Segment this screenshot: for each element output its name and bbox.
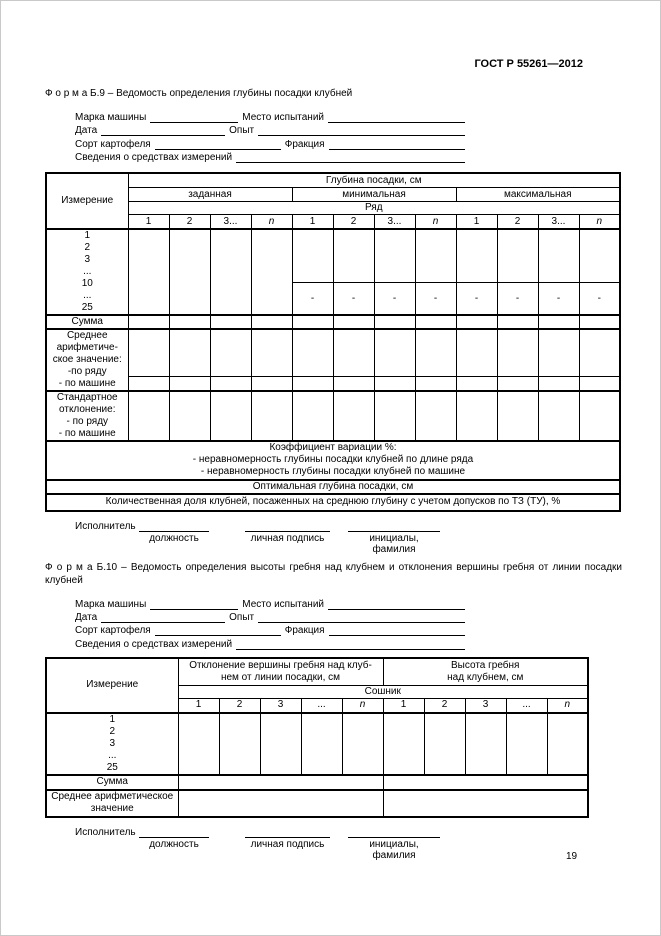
- row-label: 1: [109, 713, 116, 725]
- row-label: 3: [84, 253, 91, 265]
- label-line: Стандартное: [56, 391, 118, 403]
- empty-cell: [538, 329, 579, 377]
- b9-executor-block: [75, 519, 661, 555]
- col-num: 1: [292, 215, 333, 229]
- form-b10-fields: [75, 597, 661, 650]
- col-num-n: n: [251, 215, 292, 229]
- empty-cell: [333, 315, 374, 329]
- blank-line: [155, 625, 281, 636]
- col-num-n: n: [342, 699, 383, 713]
- field-row: [75, 123, 465, 136]
- empty-cell: [169, 391, 210, 441]
- signature-label: личная подпись: [250, 532, 325, 544]
- position-label: должность: [149, 532, 199, 544]
- dash-cell: -: [374, 283, 415, 315]
- field-label-test: Опыт: [229, 125, 255, 137]
- label-line: - по машине: [58, 377, 116, 389]
- empty-cell: [333, 377, 374, 391]
- b9-quantity-row: Количественная доля клубней, посаженных на среднюю глубину с учетом допусков по ТЗ (ТУ), %: [46, 494, 620, 511]
- empty-cell: [128, 391, 169, 441]
- executor-sublabels: [75, 532, 661, 555]
- col-num: 3...: [210, 215, 251, 229]
- blank-line: [236, 639, 465, 650]
- row-label: 10: [81, 277, 93, 289]
- label-line: арифметиче-: [56, 341, 118, 353]
- empty-cell: [219, 713, 260, 775]
- label-line: над клубнем, см: [447, 671, 524, 683]
- empty-cell: [210, 229, 251, 315]
- empty-cell: [547, 713, 588, 775]
- empty-cell: [169, 229, 210, 315]
- empty-cell: [497, 391, 538, 441]
- field-row: [75, 110, 465, 123]
- empty-cell: [342, 713, 383, 775]
- empty-cell: [251, 377, 292, 391]
- empty-cell: [579, 391, 620, 441]
- blank-line: [139, 521, 209, 532]
- blank-line: [155, 139, 281, 150]
- field-row: [75, 636, 465, 649]
- blank-line: [150, 112, 238, 123]
- empty-cell: [251, 229, 292, 315]
- row-label: 2: [84, 241, 91, 253]
- empty-cell: [415, 377, 456, 391]
- empty-cell: [128, 377, 169, 391]
- dash-cell: -: [538, 283, 579, 315]
- blank-line: [348, 521, 440, 532]
- field-label-fraction: Фракция: [284, 625, 325, 637]
- field-label-date: Дата: [75, 612, 98, 624]
- empty-cell: [128, 229, 169, 315]
- field-row: [75, 150, 465, 163]
- label-line: - неравномерность глубины посадки клубней по длине ряда: [192, 454, 474, 466]
- blank-line: [101, 612, 225, 623]
- field-label-test: Опыт: [229, 612, 255, 624]
- empty-cell: [579, 315, 620, 329]
- empty-cell: [169, 329, 210, 377]
- page-number: 19: [566, 851, 578, 862]
- label-line: Высота гребня: [451, 659, 520, 671]
- field-label-variety: Сорт картофеля: [75, 138, 151, 150]
- dash-cell: -: [333, 283, 374, 315]
- dash-cell: -: [292, 283, 333, 315]
- empty-cell: [178, 775, 383, 790]
- empty-cell: [497, 315, 538, 329]
- label-line: отклонение:: [59, 403, 116, 415]
- executor-line: [75, 825, 661, 838]
- row-label: ...: [108, 749, 117, 761]
- label-line: нем от линии посадки, см: [220, 671, 341, 683]
- empty-cell: [210, 315, 251, 329]
- b10-sum-label: Сумма: [46, 775, 178, 790]
- empty-cell: [292, 329, 333, 377]
- empty-cell: [456, 391, 497, 441]
- empty-cell: [210, 377, 251, 391]
- col-num: 2: [333, 215, 374, 229]
- label-line: Отклонение вершины гребня над клуб-: [189, 659, 372, 671]
- empty-cell: [210, 391, 251, 441]
- empty-cell: [301, 713, 342, 775]
- col-num: 2: [169, 215, 210, 229]
- col-num: 2: [497, 215, 538, 229]
- blank-line: [348, 827, 440, 838]
- empty-cell: [251, 315, 292, 329]
- row-label: 3: [109, 737, 116, 749]
- row-label: 2: [109, 725, 116, 737]
- empty-cell: [424, 713, 465, 775]
- b9-group-min: минимальная: [292, 188, 456, 202]
- empty-cell: [465, 713, 506, 775]
- b10-mean-label: Среднее арифметическое значение: [46, 790, 178, 817]
- b10-measure-header: Измерение: [46, 658, 178, 713]
- blank-line: [150, 599, 238, 610]
- empty-cell: [538, 391, 579, 441]
- empty-cell: [415, 329, 456, 377]
- position-label: должность: [149, 838, 199, 850]
- empty-cell: [169, 377, 210, 391]
- empty-cell: [374, 229, 415, 283]
- b10-group-deviation: [178, 658, 383, 686]
- col-num: 1: [178, 699, 219, 713]
- blank-line: [258, 125, 465, 136]
- empty-cell: [333, 329, 374, 377]
- b10-coulter-header: Сошник: [178, 686, 588, 699]
- executor-line: [75, 519, 661, 532]
- empty-cell: [251, 329, 292, 377]
- b10-measure-row-labels: [46, 713, 178, 775]
- empty-cell: [456, 377, 497, 391]
- empty-cell: [292, 391, 333, 441]
- empty-cell: [260, 713, 301, 775]
- col-num-n: n: [579, 215, 620, 229]
- blank-line: [328, 112, 465, 123]
- empty-cell: [579, 329, 620, 377]
- empty-cell: [415, 229, 456, 283]
- col-num-n: n: [415, 215, 456, 229]
- col-num: 1: [456, 215, 497, 229]
- b9-std-label: [46, 391, 128, 441]
- b9-measure-row-labels: [46, 229, 128, 315]
- b9-sum-label: Сумма: [46, 315, 128, 329]
- empty-cell: [333, 229, 374, 283]
- b9-group-given: заданная: [128, 188, 292, 202]
- form-b9-table: [45, 172, 621, 512]
- empty-cell: [579, 377, 620, 391]
- form-b10-table: [45, 657, 589, 818]
- field-row: [75, 597, 465, 610]
- field-label-place: Место испытаний: [242, 598, 324, 610]
- field-label-instruments: Сведения о средствах измерений: [75, 638, 233, 650]
- empty-cell: [169, 315, 210, 329]
- form-b9-fields: [75, 110, 661, 163]
- name-label: инициалы, фамилия: [369, 838, 419, 861]
- empty-cell: [292, 377, 333, 391]
- label-line: - неравномерность глубины посадки клубней по машине: [200, 466, 466, 478]
- b9-depth-header: Глубина посадки, см: [128, 173, 620, 188]
- empty-cell: [292, 229, 333, 283]
- empty-cell: [333, 391, 374, 441]
- b9-mean-label: [46, 329, 128, 391]
- dash-cell: -: [456, 283, 497, 315]
- empty-cell: [415, 315, 456, 329]
- blank-line: [245, 827, 330, 838]
- empty-cell: [497, 329, 538, 377]
- empty-cell: [456, 315, 497, 329]
- col-num: ...: [506, 699, 547, 713]
- blank-line: [258, 612, 465, 623]
- empty-cell: [374, 329, 415, 377]
- col-num-n: n: [547, 699, 588, 713]
- empty-cell: [210, 329, 251, 377]
- blank-line: [328, 599, 465, 610]
- empty-cell: [178, 790, 383, 817]
- field-label-place: Место испытаний: [242, 112, 324, 124]
- empty-cell: [506, 713, 547, 775]
- executor-label: Исполнитель: [75, 520, 136, 532]
- field-row: [75, 136, 465, 149]
- empty-cell: [579, 229, 620, 283]
- empty-cell: [251, 391, 292, 441]
- empty-cell: [128, 329, 169, 377]
- empty-cell: [497, 377, 538, 391]
- row-label: ...: [83, 289, 92, 301]
- label-line: - по ряду: [66, 415, 109, 427]
- blank-line: [329, 625, 465, 636]
- empty-cell: [374, 315, 415, 329]
- field-label-fraction: Фракция: [284, 138, 325, 150]
- field-label-date: Дата: [75, 125, 98, 137]
- empty-cell: [538, 315, 579, 329]
- field-label-machine: Марка машины: [75, 598, 147, 610]
- b9-group-max: максимальная: [456, 188, 620, 202]
- empty-cell: [538, 229, 579, 283]
- blank-line: [101, 125, 225, 136]
- executor-label: Исполнитель: [75, 826, 136, 838]
- b9-measure-header: Измерение: [46, 173, 128, 229]
- b9-row-band-header: Ряд: [128, 202, 620, 215]
- empty-cell: [383, 775, 588, 790]
- col-num: 3...: [538, 215, 579, 229]
- col-num: 2: [424, 699, 465, 713]
- b10-group-height: [383, 658, 588, 686]
- name-label: инициалы, фамилия: [369, 532, 419, 555]
- field-label-instruments: Сведения о средствах измерений: [75, 151, 233, 163]
- empty-cell: [383, 790, 588, 817]
- standard-number: ГОСТ Р 55261—2012: [474, 58, 583, 70]
- row-label: 25: [81, 301, 93, 313]
- blank-line: [236, 152, 465, 163]
- empty-cell: [128, 315, 169, 329]
- b9-variation-block: [46, 441, 620, 480]
- field-row: [75, 610, 465, 623]
- blank-line: [139, 827, 209, 838]
- empty-cell: [178, 713, 219, 775]
- empty-cell: [383, 713, 424, 775]
- label-line: Коэффициент вариации %:: [269, 442, 397, 454]
- empty-cell: [415, 391, 456, 441]
- label-line: - по машине: [58, 427, 116, 439]
- col-num: 1: [128, 215, 169, 229]
- label-line: -по ряду: [67, 365, 107, 377]
- b9-column-numbers: [46, 215, 620, 229]
- empty-cell: [456, 229, 497, 283]
- col-num: 3: [465, 699, 506, 713]
- col-num: 3: [260, 699, 301, 713]
- empty-cell: [292, 315, 333, 329]
- blank-line: [329, 139, 465, 150]
- col-num: 1: [383, 699, 424, 713]
- empty-cell: [374, 391, 415, 441]
- col-num: ...: [301, 699, 342, 713]
- empty-cell: [497, 229, 538, 283]
- blank-line: [245, 521, 330, 532]
- field-row: [75, 623, 465, 636]
- field-label-machine: Марка машины: [75, 112, 147, 124]
- label-line: ское значение:: [52, 353, 122, 365]
- col-num: 2: [219, 699, 260, 713]
- dash-cell: -: [415, 283, 456, 315]
- empty-cell: [538, 377, 579, 391]
- row-label: 1: [84, 229, 91, 241]
- signature-label: личная подпись: [250, 838, 325, 850]
- row-label: ...: [83, 265, 92, 277]
- col-num: 3...: [374, 215, 415, 229]
- dash-cell: -: [497, 283, 538, 315]
- empty-cell: [456, 329, 497, 377]
- b9-optimal-row: Оптимальная глубина посадки, см: [46, 480, 620, 494]
- row-label: 25: [106, 761, 118, 773]
- label-line: Среднее: [66, 329, 108, 341]
- form-b9-title: Ф о р м а Б.9 – Ведомость определения глубины посадки клубней: [45, 88, 353, 99]
- dash-cell: -: [579, 283, 620, 315]
- field-label-variety: Сорт картофеля: [75, 625, 151, 637]
- form-b10-title: Ф о р м а Б.10 – Ведомость определения высоты гребня над клубнем и отклонения вершины гребня от линии посадки клубней: [45, 561, 622, 586]
- empty-cell: [374, 377, 415, 391]
